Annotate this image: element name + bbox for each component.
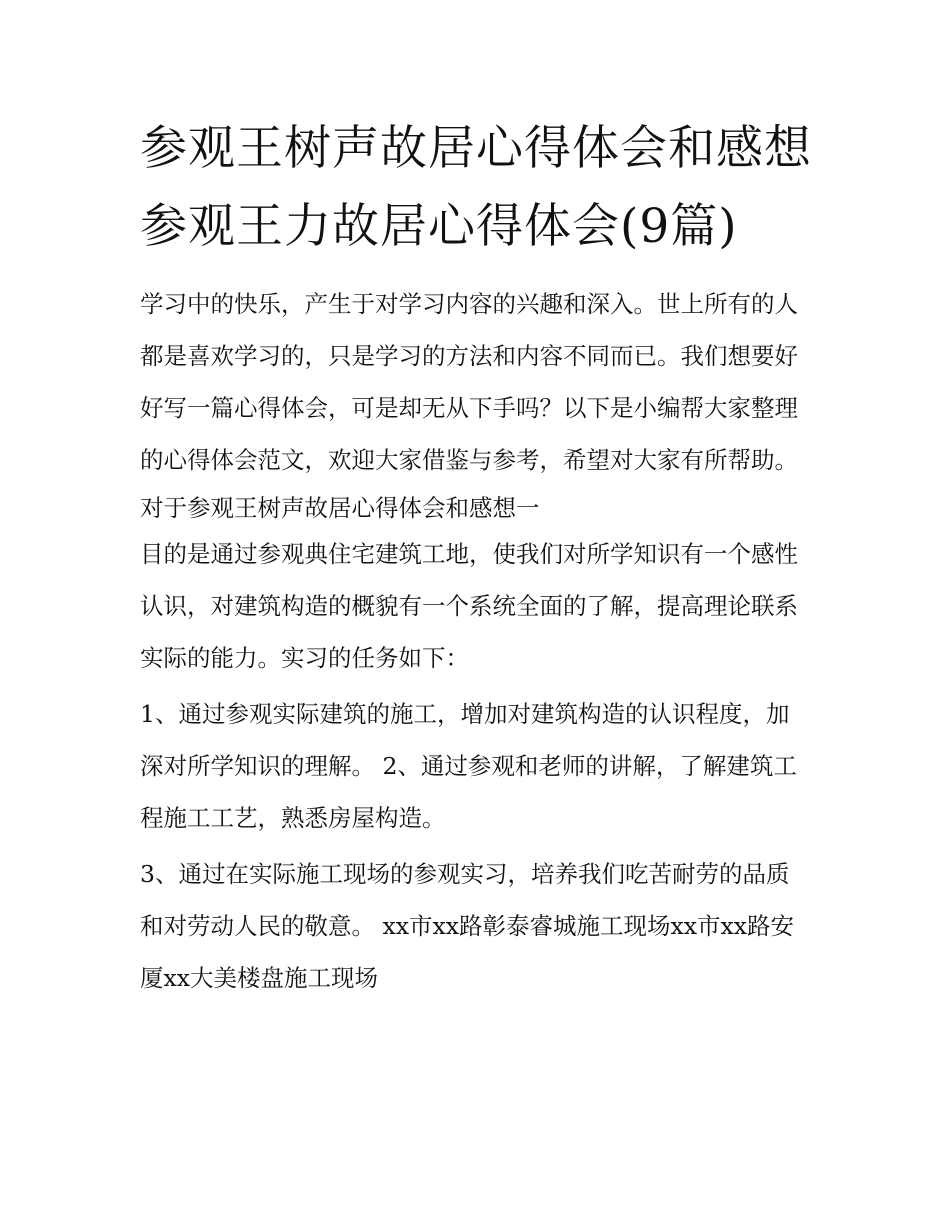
document-content: [140, 110, 812, 1004]
section-heading: 对于参观王树声故居心得体会和感想一: [140, 494, 540, 522]
task-paragraph-1-2: 1、通过参观实际建筑的施工，增加对建筑构造的认识程度，加深对所学知识的理解。 2、通过参观和老师的讲解，了解建筑工程施工工艺，熟悉房屋构造。: [140, 700, 797, 832]
purpose-paragraph: 目的是通过参观典住宅建筑工地，使我们对所学知识有一个感性认识，对建筑构造的概貌有一个系统全面的了解，提高理论联系实际的能力。实习的任务如下：: [140, 540, 798, 672]
task-paragraph-3: 3、通过在实际施工现场的参观实习，培养我们吃苦耐劳的品质和对劳动人民的敬意。 xx市xx路彰泰睿城施工现场xx市xx路安厦xx大美楼盘施工现场: [140, 860, 794, 992]
document-body: [140, 278, 812, 1004]
intro-paragraph: 学习中的快乐，产生于对学习内容的兴趣和深入。世上所有的人都是喜欢学习的，只是学习的方法和内容不同而已。我们想要好好写一篇心得体会，可是却无从下手吗？以下是小编帮大家整理的心得体会范文，欢迎大家借鉴与参考，希望对大家有所帮助。: [140, 290, 798, 474]
document-title: 参观王树声故居心得体会和感想 参观王力故居心得体会(9篇): [140, 121, 812, 254]
